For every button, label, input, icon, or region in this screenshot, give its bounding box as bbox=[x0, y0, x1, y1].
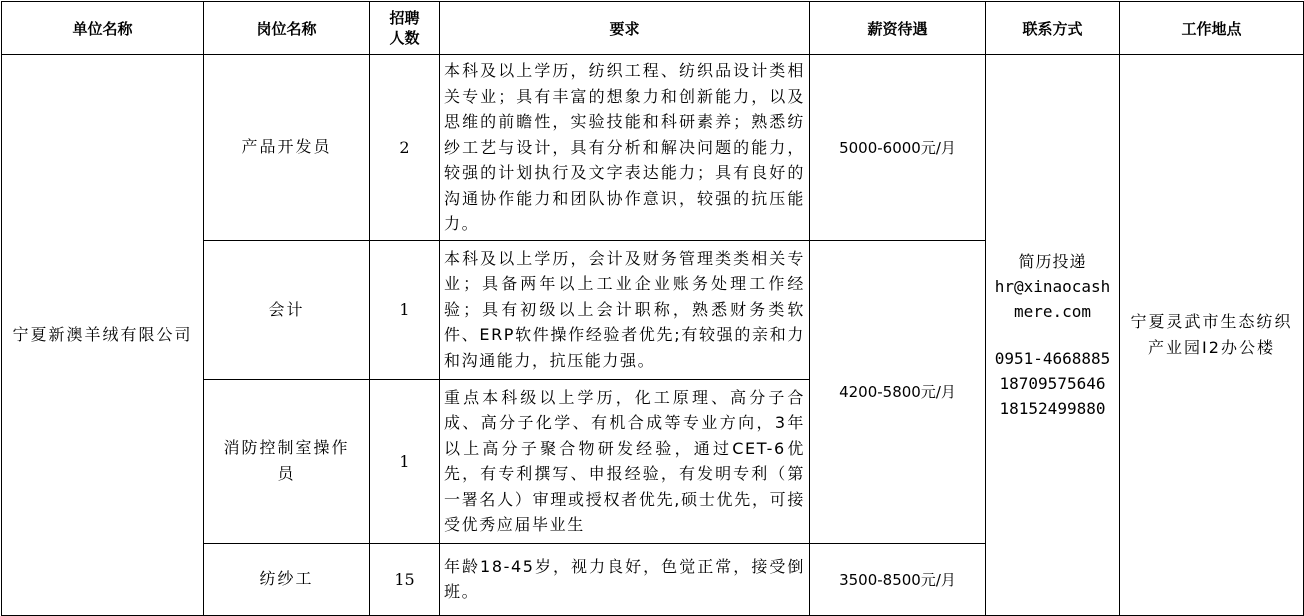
headcount-cell: 15 bbox=[370, 543, 440, 615]
contact-phone3: 18152499880 bbox=[999, 398, 1106, 418]
header-headcount-line2: 人数 bbox=[389, 29, 420, 47]
contact-line1: 简历投递 bbox=[1018, 251, 1087, 271]
header-requirements: 要求 bbox=[440, 2, 810, 55]
header-salary: 薪资待遇 bbox=[810, 2, 986, 55]
position-cell: 产品开发员 bbox=[204, 55, 370, 241]
contact-email-part1: hr@xinaocash bbox=[994, 276, 1111, 296]
requirements-cell: 本科及以上学历，会计及财务管理类类相关专业；具备两年以上工业企业账务处理工作经验；具有初级以上会计职称，熟悉财务类软件、ERP软件操作经验者优先;有较强的亲和力和沟通能力，抗压能力强。 bbox=[440, 240, 810, 379]
headcount-cell: 2 bbox=[370, 55, 440, 241]
header-company: 单位名称 bbox=[2, 2, 204, 55]
header-headcount-line1: 招聘 bbox=[389, 9, 420, 27]
company-name: 宁夏新澳羊绒有限公司 bbox=[2, 55, 204, 616]
position-cell: 会计 bbox=[204, 240, 370, 379]
position-cell: 纺纱工 bbox=[204, 543, 370, 615]
position-cell: 消防控制室操作员 bbox=[204, 379, 370, 543]
contact-phone1: 0951-4668885 bbox=[994, 348, 1111, 368]
table-row bbox=[2, 55, 1304, 241]
header-contact: 联系方式 bbox=[986, 2, 1120, 55]
requirements-cell: 年龄18-45岁，视力良好，色觉正常，接受倒班。 bbox=[440, 543, 810, 615]
contact-email-part2: mere.com bbox=[1013, 301, 1092, 321]
header-row bbox=[2, 2, 1304, 55]
header-position: 岗位名称 bbox=[204, 2, 370, 55]
recruitment-table bbox=[1, 1, 1304, 616]
requirements-cell: 本科及以上学历，纺织工程、纺织品设计类相关专业；具有丰富的想象力和创新能力，以及思维的前瞻性，实验技能和科研素养；熟悉纺纱工艺与设计，具有分析和解决问题的能力，较强的计划执行及文字表达能力；具有良好的沟通协作能力和团队协作意识，较强的抗压能力。 bbox=[440, 55, 810, 241]
salary-cell: 5000-6000元/月 bbox=[810, 55, 986, 241]
contact-phone2: 18709575646 bbox=[999, 373, 1106, 393]
header-location: 工作地点 bbox=[1120, 2, 1304, 55]
location-cell: 宁夏灵武市生态纺织产业园I2办公楼 bbox=[1120, 55, 1304, 616]
contact-cell bbox=[986, 55, 1120, 616]
salary-cell: 3500-8500元/月 bbox=[810, 543, 986, 615]
headcount-cell: 1 bbox=[370, 240, 440, 379]
salary-cell: 4200-5800元/月 bbox=[810, 240, 986, 543]
requirements-cell: 重点本科级以上学历，化工原理、高分子合成、高分子化学、有机合成等专业方向，3年以上高分子聚合物研发经验，通过CET-6优先，有专利撰写、申报经验，有发明专利（第一署名人）审理或授权者优先,硕士优先，可接受优秀应届毕业生 bbox=[440, 379, 810, 543]
header-headcount bbox=[370, 2, 440, 55]
headcount-cell: 1 bbox=[370, 379, 440, 543]
